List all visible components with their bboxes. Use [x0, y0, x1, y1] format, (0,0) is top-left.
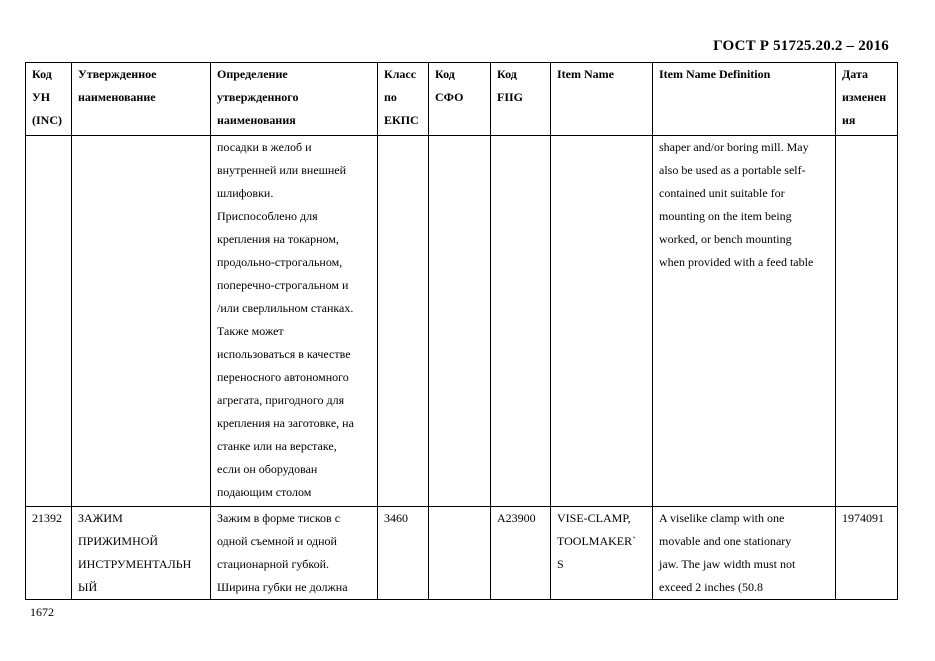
cell-item-name — [551, 136, 653, 507]
cell-sfo — [429, 136, 491, 507]
table-header-row — [26, 63, 898, 136]
header-item-name: Item Name — [551, 63, 653, 136]
header-definition: Определение утвержденного наименования — [211, 63, 378, 136]
cell-inc: 21392 — [26, 507, 72, 600]
cell-fiig: A23900 — [491, 507, 551, 600]
cell-class — [378, 136, 429, 507]
header-item-name-definition: Item Name Definition — [653, 63, 836, 136]
cell-class: 3460 — [378, 507, 429, 600]
cell-definition-en: A viselike clamp with one movable and one stationary jaw. The jaw width must not exceed 2 inches (50.8 — [653, 507, 836, 600]
data-table — [25, 62, 898, 600]
header-approved-name: Утвержденное наименование — [72, 63, 211, 136]
cell-fiig — [491, 136, 551, 507]
cell-inc — [26, 136, 72, 507]
cell-item-name: VISE-CLAMP, TOOLMAKER` S — [551, 507, 653, 600]
header-class: Класс по ЕКПС — [378, 63, 429, 136]
header-sfo: Код СФО — [429, 63, 491, 136]
document-header: ГОСТ Р 51725.20.2 – 2016 — [713, 38, 889, 54]
cell-definition-ru: посадки в желоб и внутренней или внешней шлифовки. Приспособлено для крепления на токарном, продольно-строгальном, поперечно-строгальном и /или сверлильном станках. Также может использоваться в качестве переносного автономного агрегата, пригодного для крепления на заготовке, на станке или на верстаке, если он оборудован подающим столом — [211, 136, 378, 507]
cell-approved-name — [72, 136, 211, 507]
table-row — [26, 507, 898, 600]
cell-definition-ru: Зажим в форме тисков с одной съемной и одной стационарной губкой. Ширина губки не должна — [211, 507, 378, 600]
header-fiig: Код FIIG — [491, 63, 551, 136]
cell-approved-name: ЗАЖИМ ПРИЖИМНОЙ ИНСТРУМЕНТАЛЬН ЫЙ — [72, 507, 211, 600]
cell-sfo — [429, 507, 491, 600]
cell-date: 1974091 — [836, 507, 898, 600]
header-inc: Код УН (INC) — [26, 63, 72, 136]
header-date: Дата изменен ия — [836, 63, 898, 136]
cell-definition-en: shaper and/or boring mill. May also be used as a portable self- contained unit suitable for mounting on the item being worked, or bench mounting when provided with a feed table — [653, 136, 836, 507]
cell-date — [836, 136, 898, 507]
table-row-continuation — [26, 136, 898, 507]
page-number: 1672 — [30, 605, 54, 619]
